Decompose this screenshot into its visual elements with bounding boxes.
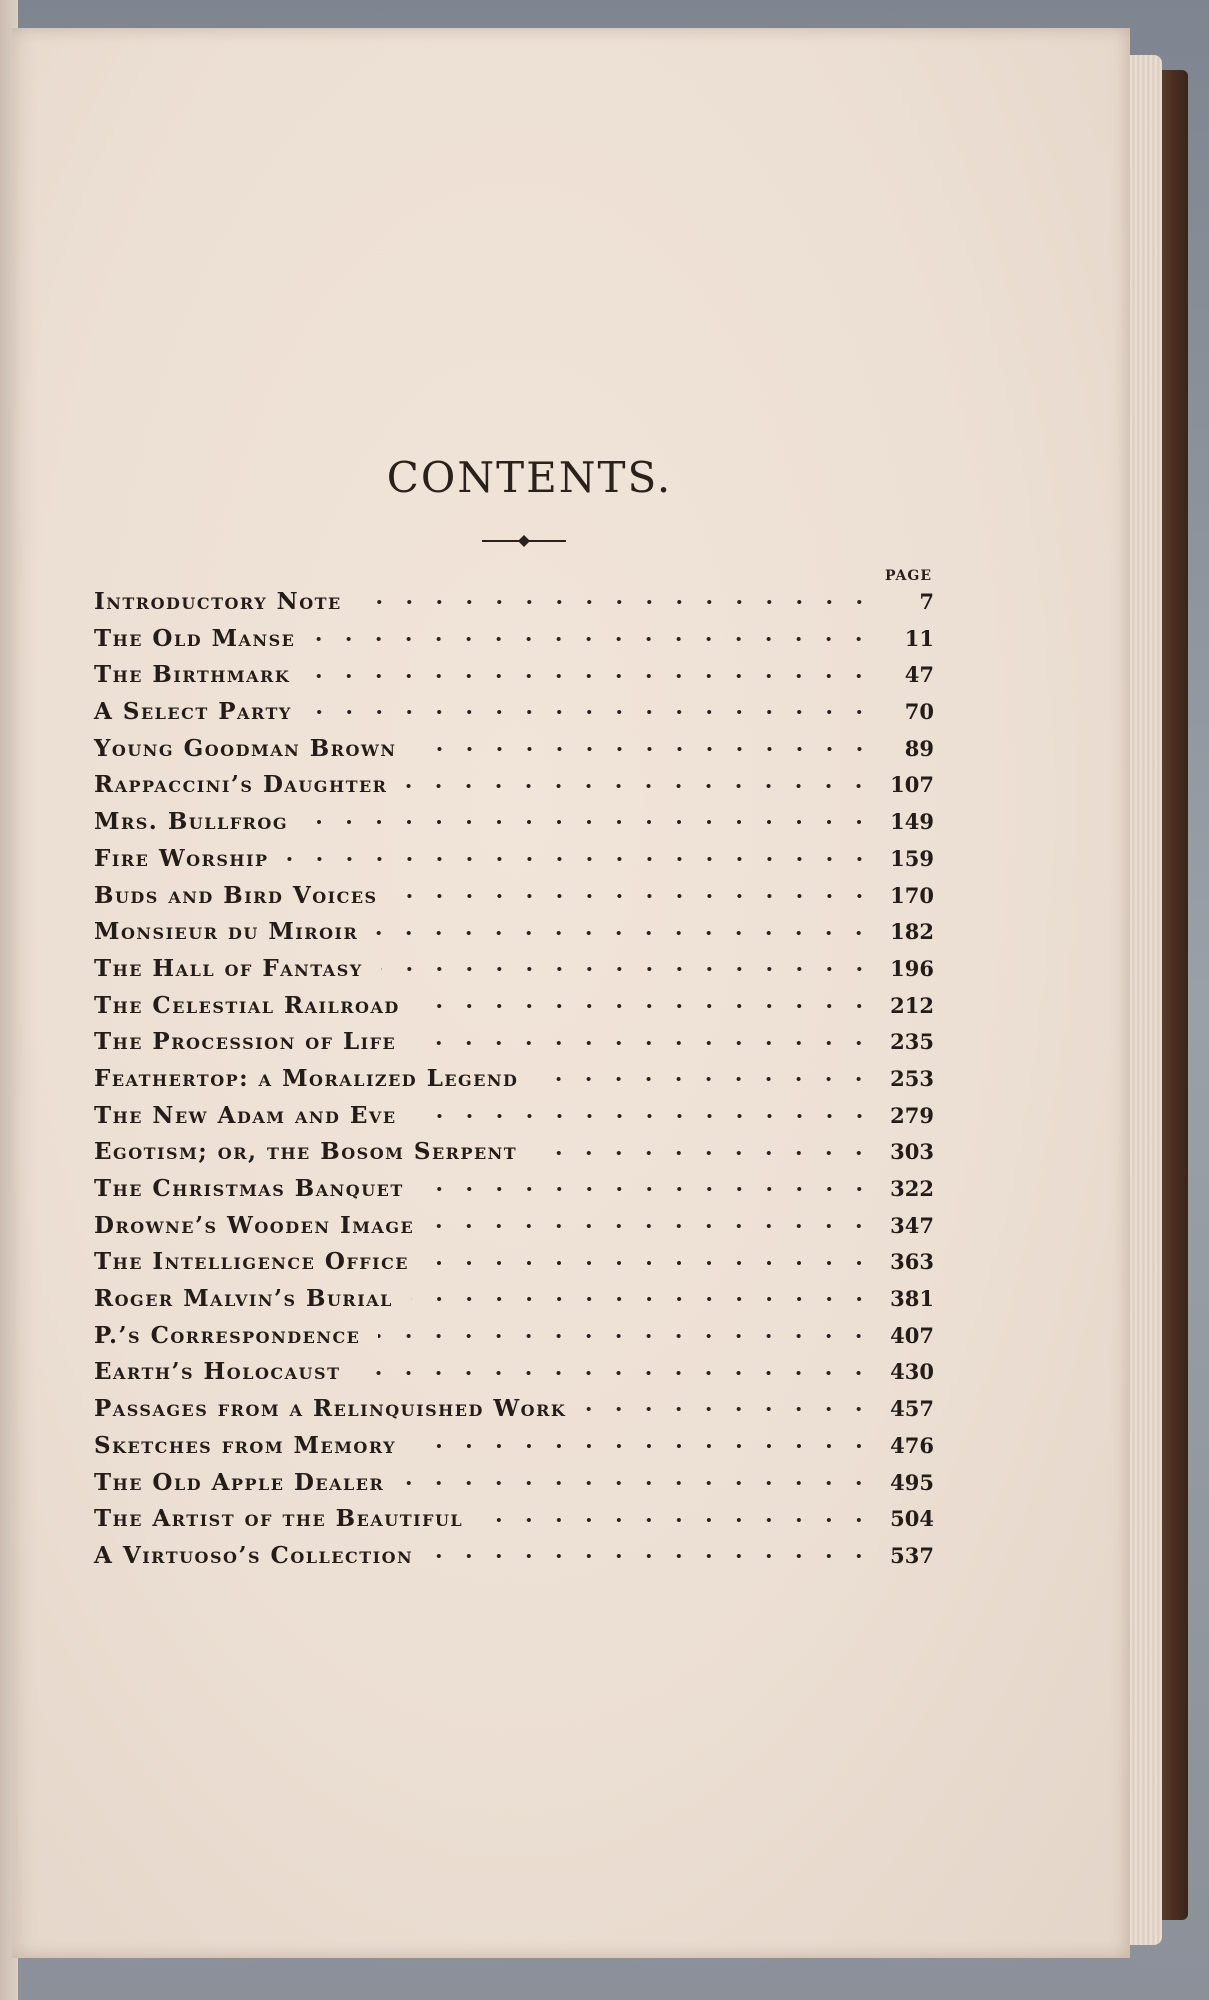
- toc-entry-title: Fire Worship: [94, 844, 269, 872]
- contents-title: CONTENTS.: [386, 453, 673, 502]
- toc-entry: [94, 1538, 934, 1575]
- toc-entry-page: 7: [919, 589, 934, 614]
- toc-entry: [94, 1354, 934, 1391]
- toc-entry-page: 495: [890, 1469, 934, 1495]
- dot-leader: [414, 1038, 874, 1048]
- toc-entry-title: Rappaccini’s Daughter: [94, 771, 388, 799]
- toc-entry: [94, 914, 934, 951]
- toc-entry: [94, 988, 934, 1025]
- toc-entry: [94, 951, 934, 988]
- dot-leader: [310, 707, 874, 717]
- toc-entry: [94, 767, 934, 804]
- toc-entry-title: Roger Malvin’s Burial: [94, 1285, 393, 1313]
- toc-entry-title: Introductory Note: [94, 588, 342, 615]
- toc-entry-page: 149: [890, 809, 934, 835]
- toc-entry: [94, 1428, 934, 1465]
- toc-entry: [94, 1465, 934, 1502]
- dot-leader: [584, 1404, 874, 1414]
- toc-entry-title: The Intelligence Office: [94, 1248, 409, 1276]
- toc-entry: [94, 1208, 934, 1245]
- toc-entry-page: 182: [890, 919, 934, 945]
- toc-entry-title: A Virtuoso’s Collection: [94, 1541, 414, 1569]
- dot-leader: [481, 1515, 874, 1525]
- toc-entry: [94, 878, 934, 915]
- dot-leader: [411, 1294, 874, 1304]
- toc-entry-title: A Select Party: [94, 698, 292, 726]
- dot-leader: [376, 928, 874, 938]
- dot-leader: [360, 597, 874, 607]
- toc-entry: [94, 1244, 934, 1281]
- toc-entry-page: 476: [890, 1432, 934, 1458]
- toc-entry-page: 159: [890, 845, 934, 871]
- toc-entry-title: Sketches from Memory: [94, 1431, 397, 1459]
- toc-entry: [94, 694, 934, 731]
- toc-entry-title: The Celestial Railroad: [94, 991, 400, 1019]
- toc-entry-title: The Old Apple Dealer: [94, 1468, 385, 1496]
- toc-entry-page: 70: [904, 699, 934, 725]
- toc-entry-page: 89: [904, 735, 934, 761]
- toc-entry-page: 253: [890, 1065, 934, 1091]
- toc-entry-title: Young Goodman Brown: [94, 734, 397, 762]
- toc-entry-page: 430: [890, 1359, 934, 1385]
- toc-entry-page: 381: [890, 1286, 934, 1312]
- toc-entry-title: Feathertop: a Moralized Legend: [94, 1064, 519, 1092]
- toc-entry: [94, 1391, 934, 1428]
- page-column-header: PAGE: [885, 568, 932, 584]
- dot-leader: [535, 1148, 874, 1158]
- dot-leader: [308, 671, 874, 681]
- toc-entry-page: 196: [890, 955, 934, 981]
- dot-leader: [427, 1258, 874, 1268]
- toc-entry-page: 303: [890, 1139, 934, 1165]
- dot-leader: [414, 1441, 874, 1451]
- toc-entry-title: The Artist of the Beautiful: [94, 1505, 464, 1533]
- toc-entry-page: 407: [890, 1322, 934, 1348]
- toc-entry: [94, 621, 934, 658]
- toc-entry: [94, 1061, 934, 1098]
- toc-entry: [94, 1318, 934, 1355]
- toc-entry-page: 537: [890, 1542, 934, 1568]
- dot-leader: [287, 854, 874, 864]
- dot-leader: [536, 1074, 874, 1084]
- dot-leader: [431, 1551, 874, 1561]
- dot-leader: [402, 1478, 874, 1488]
- toc-entry-title: Monsieur du Miroir: [94, 918, 359, 946]
- dot-leader: [405, 781, 874, 791]
- toc-entry-title: Drowne’s Wooden Image: [94, 1211, 415, 1239]
- toc-entry: [94, 731, 934, 768]
- toc-entry-title: Egotism; or, the Bosom Serpent: [94, 1138, 518, 1166]
- toc-entry: [94, 841, 934, 878]
- toc-entry: [94, 1501, 934, 1538]
- dot-leader: [432, 1221, 874, 1231]
- toc-entry: [94, 657, 934, 694]
- dot-leader: [313, 634, 874, 644]
- toc-entry-title: The New Adam and Eve: [94, 1101, 397, 1129]
- toc-entry: [94, 584, 934, 621]
- toc-entry-title: Passages from a Relinquished Work: [94, 1395, 567, 1423]
- dot-leader: [358, 1368, 874, 1378]
- toc-entry-title: Earth’s Holocaust: [94, 1358, 341, 1386]
- toc-entry: [94, 1024, 934, 1061]
- dot-leader: [396, 891, 874, 901]
- dot-leader: [306, 817, 874, 827]
- toc-entry-page: 235: [890, 1029, 934, 1055]
- dot-leader: [418, 1001, 874, 1011]
- toc-entry-page: 47: [904, 662, 934, 688]
- toc-entry-title: The Christmas Banquet: [94, 1175, 404, 1202]
- toc-entry-page: 107: [890, 772, 934, 798]
- toc-entry-page: 457: [890, 1396, 934, 1422]
- dot-leader: [422, 1184, 874, 1194]
- toc-entry-page: 170: [890, 882, 934, 908]
- toc-entry: [94, 804, 934, 841]
- dot-leader: [415, 1111, 874, 1121]
- toc-entry-title: The Procession of Life: [94, 1028, 397, 1056]
- ornament-rule-icon: [482, 533, 566, 549]
- toc-entry: [94, 1134, 934, 1171]
- toc-entry-title: The Hall of Fantasy: [94, 954, 363, 982]
- toc-entry-page: 347: [890, 1212, 934, 1238]
- toc-entry-page: 322: [890, 1176, 934, 1201]
- toc-entry-title: The Old Manse: [94, 624, 296, 652]
- toc-entry-page: 504: [890, 1506, 934, 1532]
- toc-entry: [94, 1281, 934, 1318]
- toc-entry-page: 363: [890, 1249, 934, 1275]
- toc-entry-page: 212: [890, 992, 934, 1018]
- toc-entry-title: The Birthmark: [94, 661, 291, 689]
- toc-entry-page: 279: [890, 1102, 934, 1128]
- toc-entry: [94, 1098, 934, 1135]
- toc-entry-page: 11: [904, 625, 934, 651]
- table-of-contents: [94, 584, 934, 1575]
- toc-entry-title: P.’s Correspondence: [94, 1321, 361, 1349]
- toc-entry: [94, 1171, 934, 1208]
- dot-leader: [381, 964, 874, 974]
- toc-entry-title: Mrs. Bullfrog: [94, 808, 288, 836]
- dot-leader: [415, 744, 874, 754]
- toc-entry-title: Buds and Bird Voices: [94, 881, 378, 909]
- dot-leader: [378, 1331, 874, 1341]
- book-page: [12, 28, 1130, 1958]
